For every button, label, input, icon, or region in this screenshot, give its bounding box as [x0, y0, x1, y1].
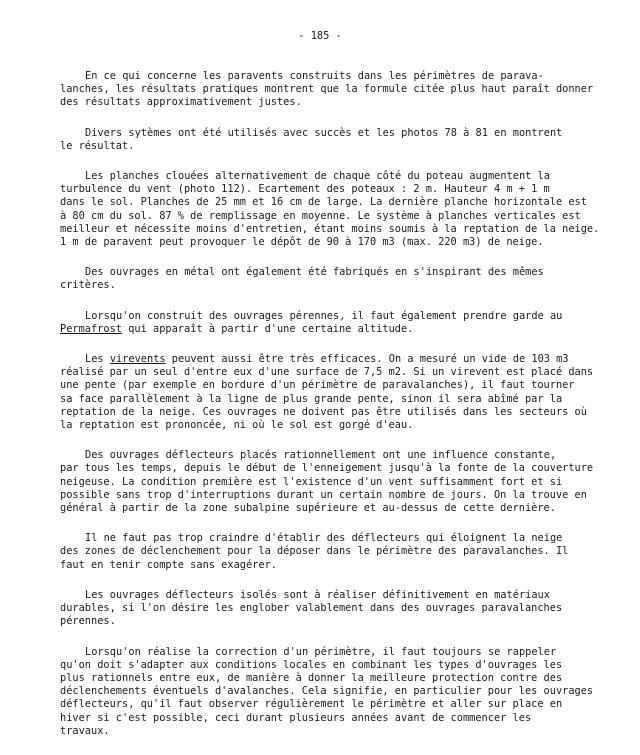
text-line: faut en tenir compte sans exagérer.: [60, 558, 277, 571]
text-line: neigeuse. La condition première est l'existence d'un vent suffisamment fort et si: [60, 475, 563, 488]
text-line: Des ouvrages déflecteurs placés rationnellement ont une influence constante,: [85, 449, 557, 462]
text-line: Les planches clouées alternativement de chaque côté du poteau augmentent la: [85, 170, 550, 183]
text-line: déclenchements éventuels d'avalanches. Cela signifie, en particulier pour les ouvrages: [60, 685, 594, 698]
paragraph: [60, 589, 585, 629]
text-line: possible sans trop d'interruptions durant un certain nombre de jours. On la trouve en: [60, 488, 587, 501]
text-line: déflecteurs, qu'il faut observer régulièrement le périmètre et aller sur place en: [60, 698, 563, 711]
text-line: reptation de la neige. Ces ouvrages ne doivent pas être utilisés dans les secteurs où: [60, 405, 587, 418]
paragraph: [60, 70, 594, 110]
text-line: critères.: [60, 279, 116, 292]
text-line: meilleur et nécessite moins d'entretien, étant moins soumis à la reptation de la neige.: [60, 222, 600, 235]
text-line: Des ouvrages en métal ont également été fabriqués en s'inspirant des mêmes: [85, 266, 544, 279]
text-line: qu'on doit s'adapter aux conditions locales en combinant les types d'ouvrages les: [60, 658, 563, 671]
text-line: Lorsqu'on réalise la correction d'un périmètre, il faut toujours se rappeler: [85, 645, 557, 658]
text-line: hiver si c'est possible, ceci durant plusieurs années avant de commencer les: [60, 711, 532, 724]
text-line: des zones de déclenchement pour la déposer dans le périmètre des paravalanches. Il: [60, 545, 569, 558]
text-line: 1 m de paravent peut provoquer le dépôt de 90 à 170 m3 (max. 220 m3) de neige.: [60, 236, 544, 249]
text-line: Permafrost qui apparaît à partir d'une certaine altitude.: [60, 322, 414, 335]
text-line: des résultats approximativement justes.: [60, 96, 302, 109]
paragraph: [60, 170, 600, 249]
text-line: turbulence du vent (photo 112). Ecartement des poteaux : 2 m. Hauteur 4 m + 1 m: [60, 183, 550, 196]
text-line: En ce qui concerne les paravents construits dans les périmètres de parava-: [85, 70, 544, 82]
paragraph: [60, 310, 585, 336]
text-line: Il ne faut pas trop craindre d'établir des déflecteurs qui éloignent la neige: [85, 532, 563, 545]
text-line: Divers sytèmes ont été utilisés avec succès et les photos 78 à 81 en montrent: [85, 126, 563, 139]
text-line: général à partir de la zone subalpine supérieure et au-dessus de cette dernière.: [60, 502, 556, 515]
text-line: Lorsqu'on construit des ouvrages pérennes, il faut également prendre garde au: [85, 309, 563, 322]
paragraph: [60, 532, 585, 572]
paragraph: [60, 127, 585, 153]
text-line: par tous les temps, depuis le début de l'enneigement jusqu'à la fonte de la couverture: [60, 462, 594, 475]
text-line: sa face parallèlement à la ligne de plus grande pente, sinon il sera abîmé par la: [60, 392, 563, 405]
text-line: Les virevents peuvent aussi être très efficaces. On a mesuré un vide de 103 m3: [85, 353, 569, 366]
paragraph: [60, 266, 585, 292]
text-line: réalisé par un seul d'entre eux d'une surface de 7,5 m2. Si un virevent est placé dans: [60, 366, 594, 379]
text-line: Les ouvrages déflecteurs isolés sont à réaliser définitivement en matériaux: [85, 588, 550, 601]
paragraph: [60, 449, 594, 515]
text-line: la reptation est prononcée, ni où le sol est gorgé d'eau.: [60, 419, 414, 432]
text-line: plus rationnels entre eux, de manière à donner la meilleure protection contre des: [60, 671, 563, 684]
text-line: le résultat.: [60, 139, 135, 152]
underlined-term: virevents: [109, 353, 166, 366]
text-line: pérennes.: [60, 615, 116, 628]
text-line: durables, si l'on désire les englober valablement dans des ouvrages paravalanches: [60, 602, 563, 615]
underlined-term: Permafrost: [60, 322, 122, 335]
text-line: travaux.: [60, 724, 110, 737]
page-number: - 185 -: [298, 30, 342, 42]
body-text: [60, 70, 600, 755]
text-line: dans le sol. Planches de 25 mm et 16 cm de large. La dernière planche horizontale est: [60, 196, 587, 209]
paragraph: [60, 353, 594, 432]
text-line: une pente (par exemple en bordure d'un périmètre de paravalanches), il faut tourner: [60, 379, 575, 392]
paragraph: [60, 645, 594, 738]
text-line: à 80 cm du sol. 87 % de remplissage en moyenne. Le système à planches verticales est: [60, 209, 581, 222]
text-line: lanches, les résultats pratiques montrent que la formule citée plus haut paraît donner: [60, 83, 594, 96]
